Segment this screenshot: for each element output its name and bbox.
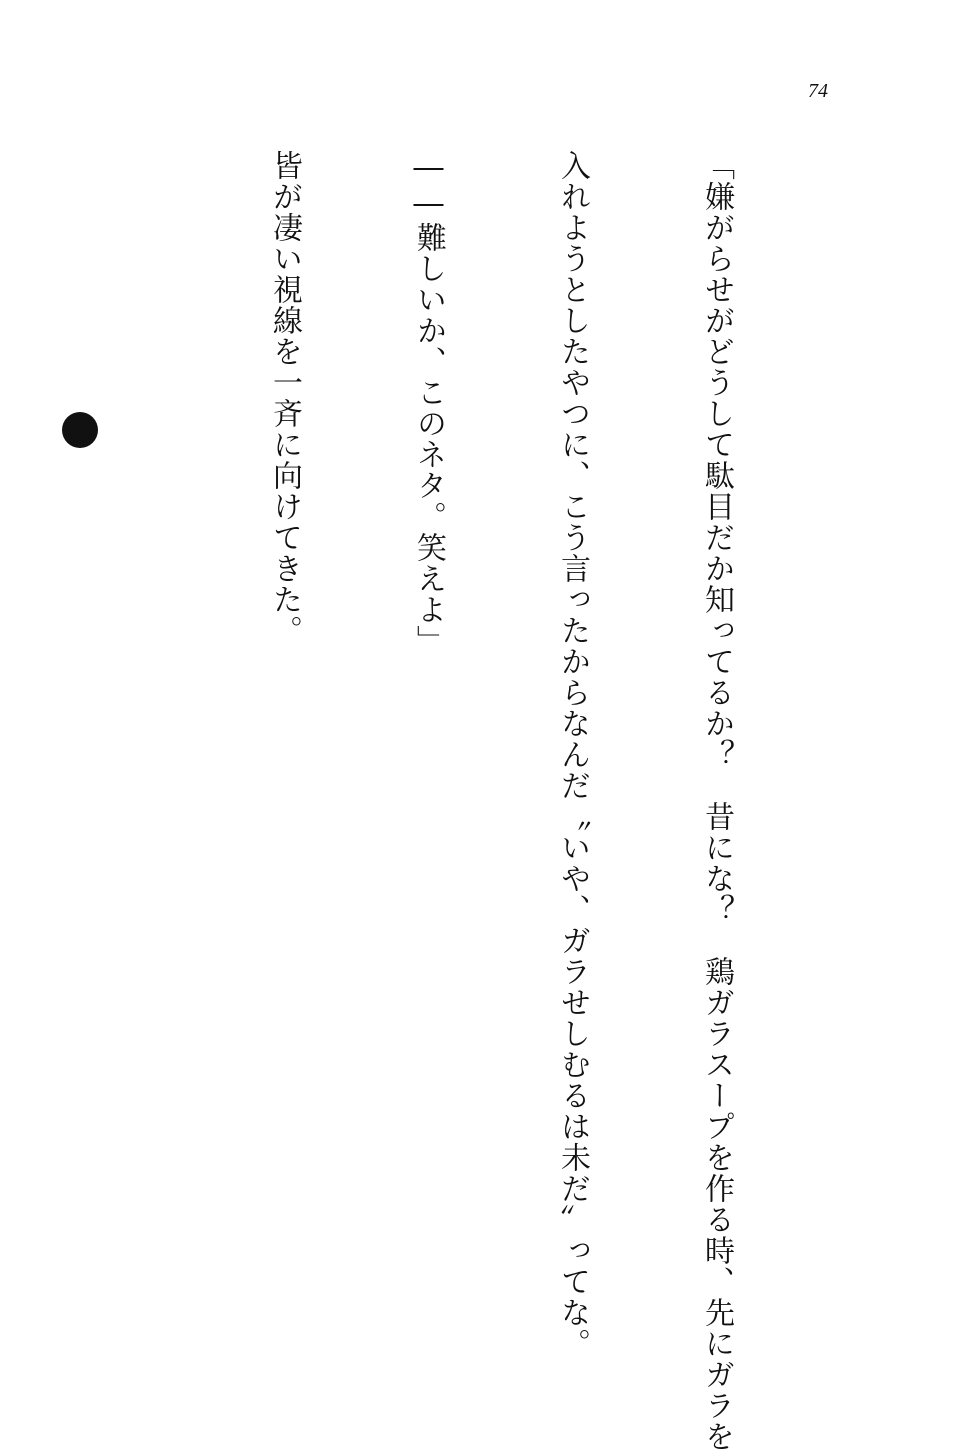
scene-break: [46, 150, 116, 1270]
narration-line: 入れようとしたやつに、こう言ったからなんだ〝いや、ガラせしむるは未だ〟ってな。: [555, 150, 590, 1359]
narration-line: 皆が凄い視線を一斉に向けてきた。: [267, 150, 302, 646]
scene-break-dot: [62, 412, 98, 448]
narration-line: 「嫌がらせがどうして駄目だか知ってるか？ 昔にな？ 鶏ガラスープを作る時、先にガラを: [699, 150, 734, 1452]
narration-line: ――難しいか、このネタ。笑えよ」: [411, 150, 446, 656]
page-text: [0, 150, 836, 1452]
page-number: 74: [808, 80, 828, 102]
